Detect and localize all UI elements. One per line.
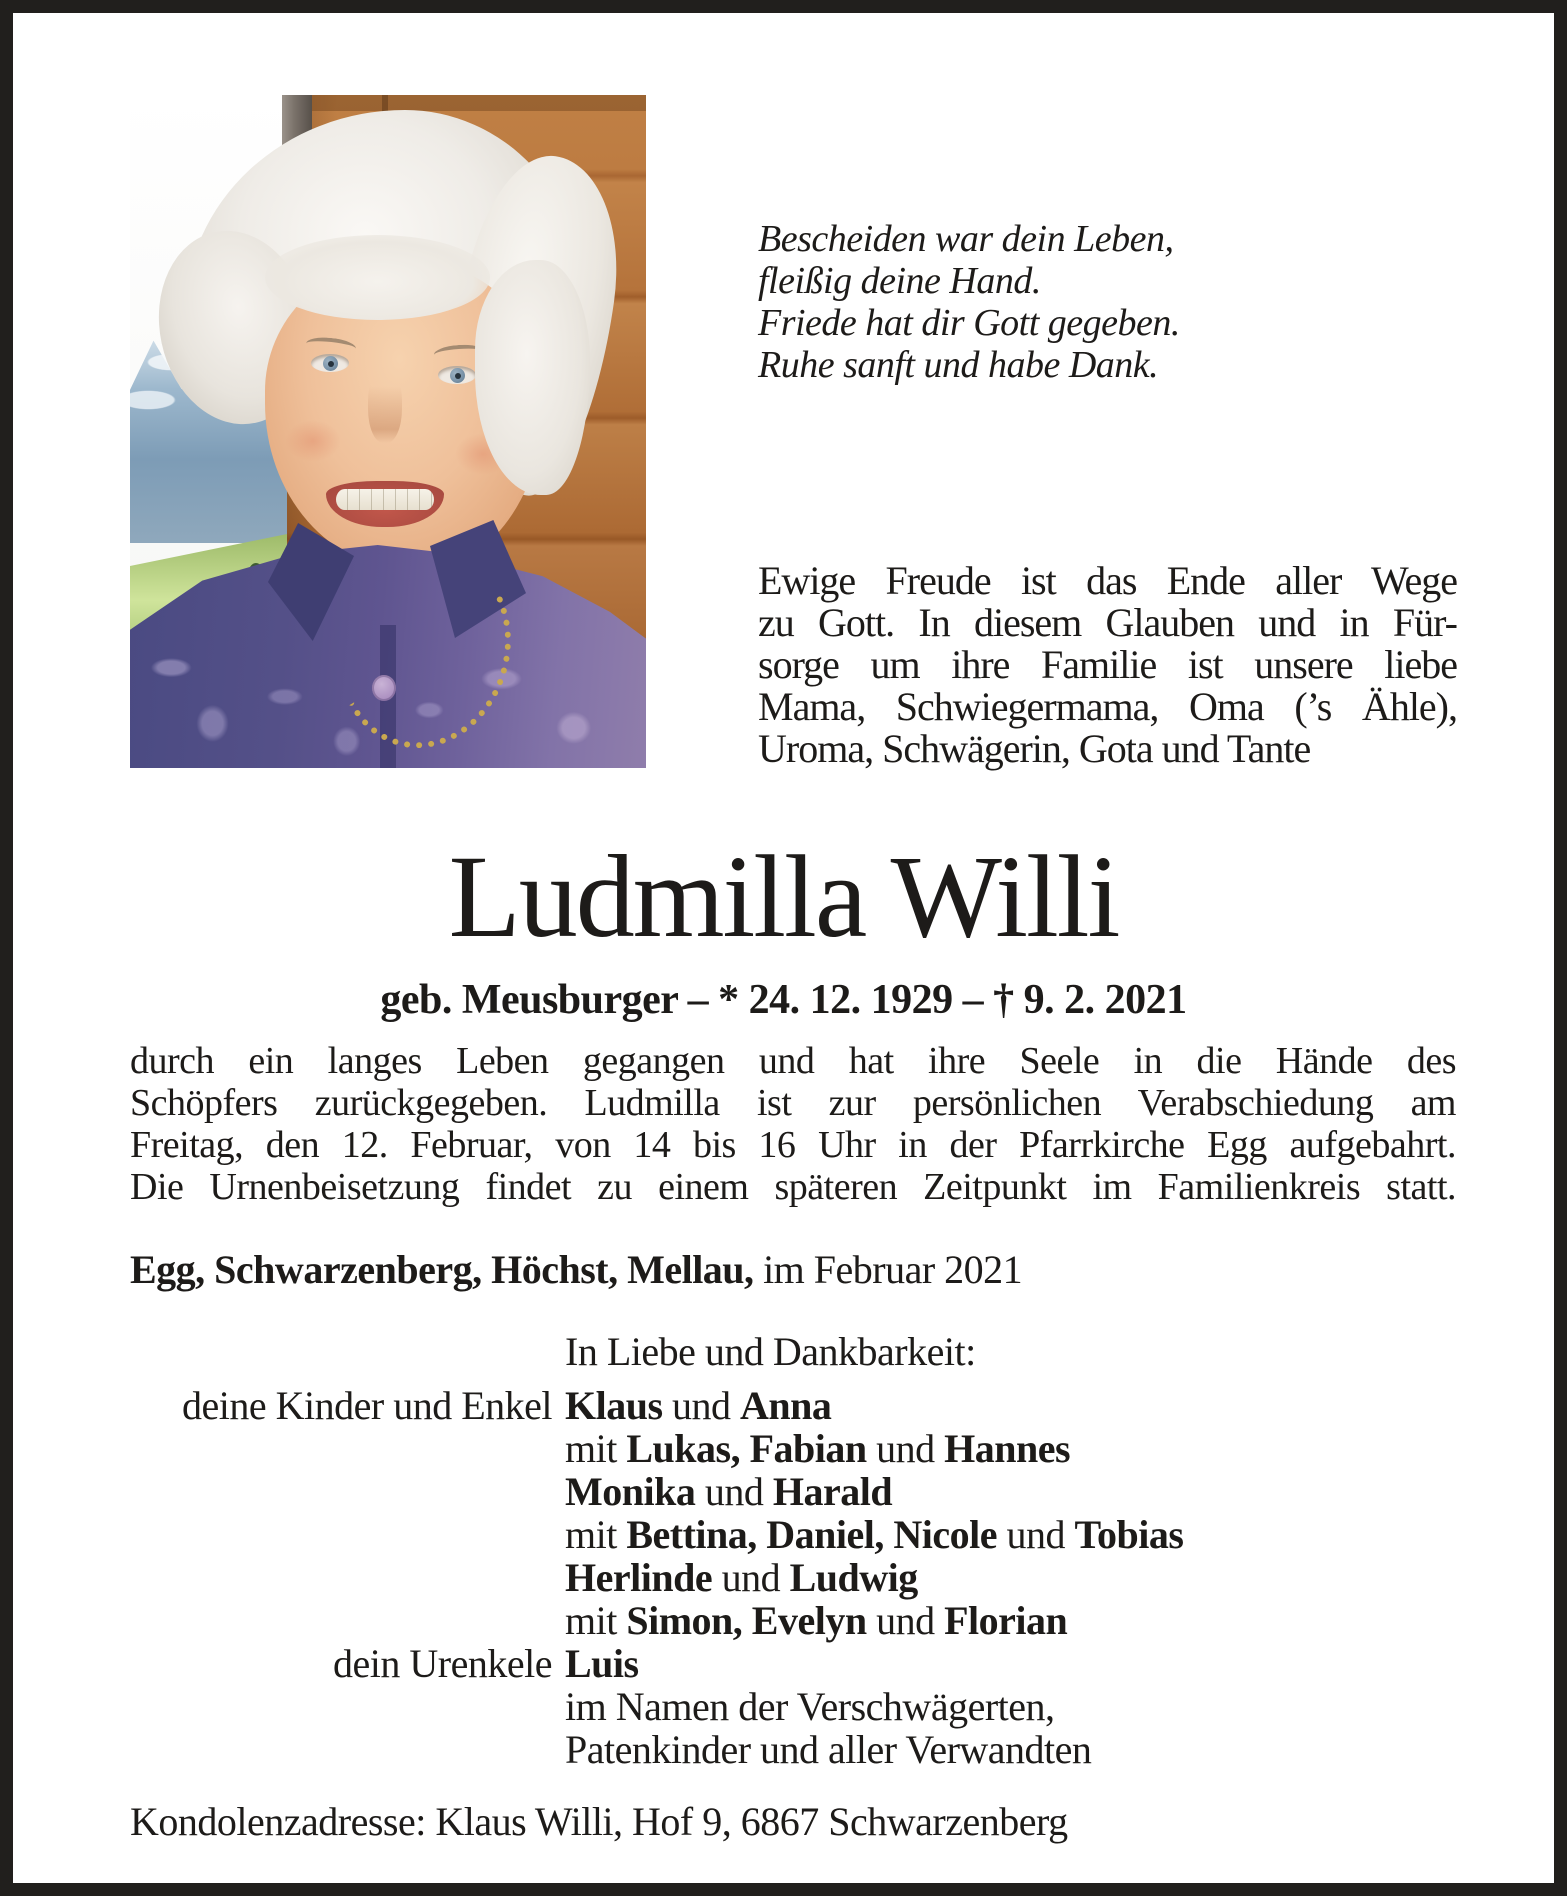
family-row-label: [130, 1427, 552, 1470]
family-row-names: [565, 1427, 1456, 1470]
text-line: Ewige Freude ist das Ende aller Wege: [758, 558, 1457, 603]
family-member-name: Anna: [740, 1383, 832, 1428]
text-line: Mama, Schwiegermama, Oma (’s Ähle),: [758, 684, 1457, 729]
family-row-names: [565, 1728, 1456, 1771]
family-row: [130, 1384, 1456, 1427]
family-row-label: [130, 1599, 552, 1642]
birth-and-death-dates: geb. Meusburger – * 24. 12. 1929 – † 9. 2. 2021: [380, 977, 1187, 1023]
connector-text: und: [695, 1469, 773, 1514]
family-member-name: Tobias: [1074, 1512, 1184, 1557]
family-member-name: Klaus: [565, 1383, 663, 1428]
family-row-label: dein Urenkele: [333, 1641, 552, 1686]
text-line: fleißig deine Hand.: [758, 260, 1041, 302]
family-row: [130, 1556, 1456, 1599]
text-line: Ruhe sanft und habe Dank.: [758, 344, 1159, 386]
connector-text: und: [866, 1598, 945, 1643]
family-member-name: Simon, Evelyn: [626, 1598, 867, 1643]
dateline: [130, 1248, 1022, 1292]
dateline-date: im Februar 2021: [753, 1247, 1023, 1292]
text-line: Bescheiden war dein Leben,: [758, 218, 1174, 260]
text-line: Freitag, den 12. Februar, von 14 bis 16 Uhr in der Pfarrkirche Egg aufgebahrt.: [130, 1124, 1456, 1166]
family-member-name: Herlinde: [565, 1555, 713, 1600]
text-line: Uroma, Schwägerin, Gota und Tante: [758, 726, 1311, 771]
pupil: [455, 373, 461, 379]
family-row-label: [130, 1685, 552, 1728]
connector-text: mit: [565, 1512, 627, 1557]
family-row: [130, 1513, 1456, 1556]
condolence-address: Kondolenzadresse: Klaus Willi, Hof 9, 6867 Schwarzenberg: [130, 1799, 1068, 1844]
portrait-nose: [368, 367, 402, 443]
intro-paragraph: [758, 560, 1457, 770]
portrait-teeth: [336, 489, 434, 510]
family-row-names: [565, 1556, 1456, 1599]
connector-text: mit: [565, 1598, 627, 1643]
text-line: sorge um ihre Familie ist unsere liebe: [758, 642, 1457, 687]
family-row-names: [565, 1384, 1456, 1427]
connector-text: und: [712, 1555, 790, 1600]
memorial-poem: [758, 218, 1180, 386]
family-row-names: [565, 1599, 1456, 1642]
dateline-places: Egg, Schwarzenberg, Höchst, Mellau,: [130, 1247, 754, 1292]
family-row-names: [565, 1642, 1456, 1685]
family-row-label: [130, 1513, 552, 1556]
family-row: [130, 1685, 1456, 1728]
family-member-name: Hannes: [944, 1426, 1071, 1471]
announcement-paragraph: [130, 1040, 1456, 1208]
connector-text: und: [662, 1383, 741, 1428]
text-line: Die Urnenbeisetzung findet zu einem späteren Zeitpunkt im Familienkreis statt.: [130, 1166, 1456, 1208]
pupil: [328, 361, 334, 367]
portrait-left-cheek: [285, 420, 341, 462]
family-member-name: Lukas, Fabian: [626, 1426, 867, 1471]
family-row: [130, 1728, 1456, 1771]
connector-text: im Namen der Verschwägerten,: [565, 1684, 1055, 1729]
family-row-label: deine Kinder und Enkel: [182, 1383, 552, 1428]
portrait-right-eye: [438, 366, 476, 384]
text-line: Schöpfers zurückgegeben. Ludmilla ist zur persönlichen Verabschiedung am: [130, 1082, 1456, 1124]
portrait-hair-fringe: [265, 235, 490, 320]
portrait-photo: [130, 95, 646, 768]
family-list: [130, 1384, 1456, 1771]
connector-text: mit: [565, 1426, 627, 1471]
family-row-names: [565, 1685, 1456, 1728]
family-row-label: [130, 1728, 552, 1771]
portrait-shirt-button: [372, 675, 396, 701]
text-line: Friede hat dir Gott gegeben.: [758, 302, 1180, 344]
connector-text: Patenkinder und aller Verwandten: [565, 1727, 1092, 1772]
closing-heading: In Liebe und Dankbarkeit:: [565, 1329, 976, 1374]
family-member-name: Bettina, Daniel, Nicole: [626, 1512, 998, 1557]
family-member-name: Luis: [565, 1641, 639, 1686]
family-member-name: Harald: [772, 1469, 893, 1514]
portrait-left-eye: [311, 354, 349, 372]
family-row-names: [565, 1513, 1456, 1556]
deceased-name: Ludmilla Willi: [448, 831, 1119, 962]
connector-text: und: [866, 1426, 945, 1471]
text-line: zu Gott. In diesem Glauben und in Für-: [758, 600, 1457, 645]
family-row-names: [565, 1470, 1456, 1513]
family-row: [130, 1470, 1456, 1513]
text-line: durch ein langes Leben gegangen und hat ihre Seele in die Hände des: [130, 1040, 1456, 1082]
family-row-label: [130, 1470, 552, 1513]
connector-text: und: [997, 1512, 1075, 1557]
family-member-name: Monika: [565, 1469, 696, 1514]
photo-ceiling-beam: [300, 95, 646, 111]
family-row-label: [130, 1556, 552, 1599]
family-row: [130, 1427, 1456, 1470]
family-member-name: Florian: [944, 1598, 1068, 1643]
family-member-name: Ludwig: [789, 1555, 918, 1600]
family-row: [130, 1599, 1456, 1642]
family-row: [130, 1642, 1456, 1685]
